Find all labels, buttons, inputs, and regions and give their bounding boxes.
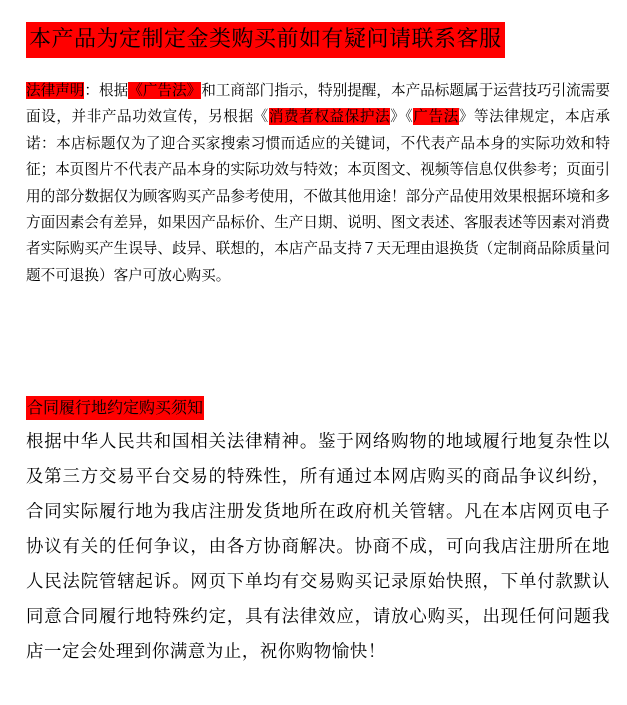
- legal-colon: ：: [84, 82, 100, 99]
- advertising-law-highlight: 《广告法》: [128, 82, 202, 99]
- legal-text-part-1: 根据: [99, 82, 129, 99]
- contract-body: 根据中华人民共和国相关法律精神。鉴于网络购物的地域履行地复杂性以及第三方交易平台交易的特殊性，所有通过本网店购买的商品争议纠纷，合同实际履行地为我店注册发货地所在政府机关管辖。凡在本店网页电子协议有关的任何争议，由各方协商解决。协商不成，可向我店注册所在地人民法院管辖起诉。网页下单均有交易购买记录原始快照，下单付款默认同意合同履行地特殊约定，具有法律效应，请放心购买，出现任何问题我店一定会处理到你满意为止，祝你购物愉快！: [26, 432, 610, 662]
- legal-text-part-4: 》等法律规定，本店承诺：本店标题仅为了迎合买家搜索习惯而适应的关键词，不代表产品本身的实际功效和特征；本页图片不代表产品本身的实际功效与特效；本页图文、视频等信息仅供参考；页面引用的部分数据仅为顾客购买产品参考使用，不做其他用途！部分产品使用效果根据环境和多方面因素会有差异，如果因产品标价、生产日期、说明、图文表述、客服表述等因素对消费者实际购买产生误导、歧异、联想的，本店产品支持７天无理由退换货（定制商品除质量问题不可退换）客户可放心购买。: [26, 108, 610, 284]
- legal-text-part-3: 》《: [390, 108, 414, 126]
- advertising-law-highlight-2: 广告法: [413, 108, 459, 126]
- notice-banner: 本产品为定制定金类购买前如有疑问请联系客服: [26, 22, 505, 58]
- contract-section-title: 合同履行地约定购买须知: [26, 396, 204, 420]
- consumer-law-highlight: 消费者权益保护法: [268, 108, 391, 126]
- legal-label: 法律声明: [26, 82, 85, 99]
- legal-text-part-2: 和工商部门指示，特别提醒，本产品标题属于运营技巧引流需要面设，并非产品功效宣传，另根据《: [26, 82, 610, 126]
- legal-statement: [26, 78, 610, 289]
